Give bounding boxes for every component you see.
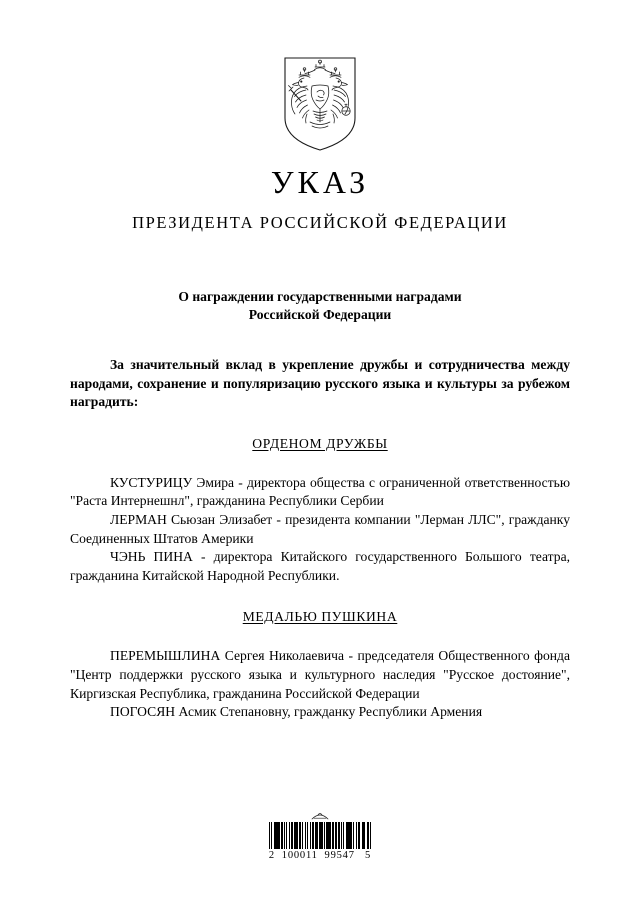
award-heading-pushkin-medal: МЕДАЛЬЮ ПУШКИНА xyxy=(242,609,398,625)
decree-heading-line-2: Российской Федерации xyxy=(248,307,392,322)
decree-heading-line-1: О награждении государственными наградами xyxy=(178,289,462,304)
recipient-paragraph: ЧЭНЬ ПИНА - директора Китайского государственного Большого театра, гражданина Китайской Народной Республики. xyxy=(70,549,570,583)
spacer xyxy=(70,627,570,647)
russian-coat-of-arms-icon xyxy=(282,56,358,152)
emblem-container xyxy=(0,56,640,152)
spacer xyxy=(70,412,570,434)
barcode-bars xyxy=(269,822,370,849)
recipient-paragraph: КУСТУРИЦУ Эмира - директора общества с ограниченной ответственностью "Раста Интернешнл", гражданина Республики Сербии xyxy=(70,474,570,509)
spacer xyxy=(70,585,570,607)
recipient-paragraph: ЛЕРМАН Сьюзан Элизабет - президента компании "Лерман ЛЛС", гражданку Соединенных Штатов Америки xyxy=(70,511,570,546)
small-emblem-icon xyxy=(310,812,330,821)
spacer xyxy=(70,454,570,474)
document-subtitle: ПРЕЗИДЕНТА РОССИЙСКОЙ ФЕДЕРАЦИИ xyxy=(132,213,508,232)
recipient-paragraph: ПЕРЕМЫШЛИНА Сергея Николаевича - председателя Общественного фонда "Центр поддержки русского языка и культурного наследия "Русское достояние", Киргизская Республика, гражданина Российской Федерации xyxy=(70,648,570,701)
intro-paragraph: За значительный вклад в укрепление дружбы и сотрудничества между народами, сохранение и популяризацию русского языка и культуры за рубежом наградить: xyxy=(70,357,570,410)
document-title: УКАЗ xyxy=(270,164,370,200)
recipient-paragraph: ПОГОСЯН Асмик Степановну, гражданку Республики Армения xyxy=(110,704,483,720)
decree-body xyxy=(70,356,570,722)
decree-heading xyxy=(70,288,570,324)
barcode-digits: 2 100011 99547 5 xyxy=(268,850,372,861)
award-heading-order-of-friendship: ОРДЕНОМ ДРУЖБЫ xyxy=(252,435,388,451)
barcode-block xyxy=(0,812,640,861)
